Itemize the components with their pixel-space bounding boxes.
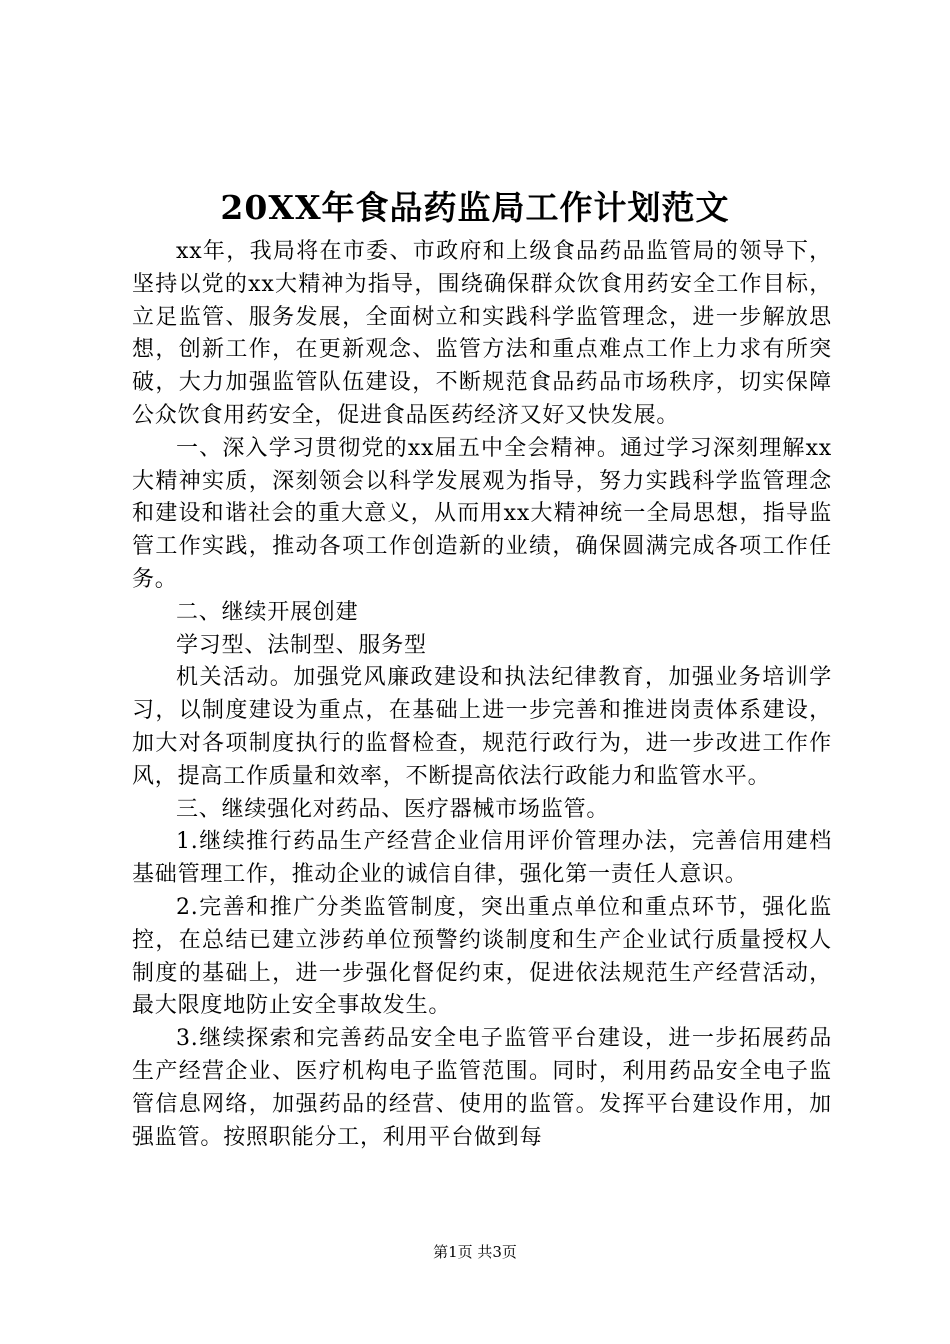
section-3-item-1: 1.继续推行药品生产经营企业信用评价管理办法，完善信用建档基础管理工作，推动企业的诚信自律，强化第一责任人意识。 bbox=[132, 829, 832, 888]
section-3-item-3: 3.继续探索和完善药品安全电子监管平台建设，进一步拓展药品生产经营企业、医疗机构电子监管范围。同时，利用药品安全电子监管信息网络，加强药品的经营、使用的监管。发挥平台建设作用，加强监管。按照职能分工，利用平台做到每 bbox=[132, 1026, 832, 1150]
page-number-footer: 第1页 共3页 bbox=[433, 1243, 517, 1261]
section-2-heading: 二、继续开展创建 bbox=[176, 599, 359, 625]
section-3-heading: 三、继续强化对药品、医疗器械市场监管。 bbox=[176, 796, 610, 822]
section-3-item-2: 2.完善和推广分类监管制度，突出重点单位和重点环节，强化监控，在总结已建立涉药单位预警约谈制度和生产企业试行质量授权人制度的基础上，进一步强化督促约束，促进依法规范生产经营活动，最大限度地防止安全事故发生。 bbox=[132, 894, 832, 1019]
intro-paragraph: xx年，我局将在市委、市政府和上级食品药品监管局的领导下，坚持以党的xx大精神为指导，围绕确保群众饮食用药安全工作目标，立足监管、服务发展，全面树立和实践科学监管理念，进一步解放思想，创新工作，在更新观念、监管方法和重点难点工作上力求有所突破，大力加强监管队伍建设，不断规范食品药品市场秩序，切实保障公众饮食用药安全，促进食品医药经济又好又快发展。 bbox=[132, 239, 832, 428]
section-1-paragraph: 一、深入学习贯彻党的xx届五中全会精神。通过学习深刻理解xx大精神实质，深刻领会以科学发展观为指导，努力实践科学监管理念和建设和谐社会的重大意义，从而用xx大精神统一全局思想，指导监管工作实践，推动各项工作创造新的业绩，确保圆满完成各项工作任务。 bbox=[132, 435, 832, 592]
section-2-subheading: 学习型、法制型、服务型 bbox=[176, 632, 427, 658]
document-title: 20XX年食品药监局工作计划范文 bbox=[220, 188, 730, 227]
document-body bbox=[132, 236, 832, 1154]
section-2-paragraph: 机关活动。加强党风廉政建设和执法纪律教育，加强业务培训学习，以制度建设为重点，在基础上进一步完善和推进岗责体系建设，加大对各项制度执行的监督检查，规范行政行为，进一步改进工作作风，提高工作质量和效率，不断提高依法行政能力和监管水平。 bbox=[132, 665, 832, 789]
